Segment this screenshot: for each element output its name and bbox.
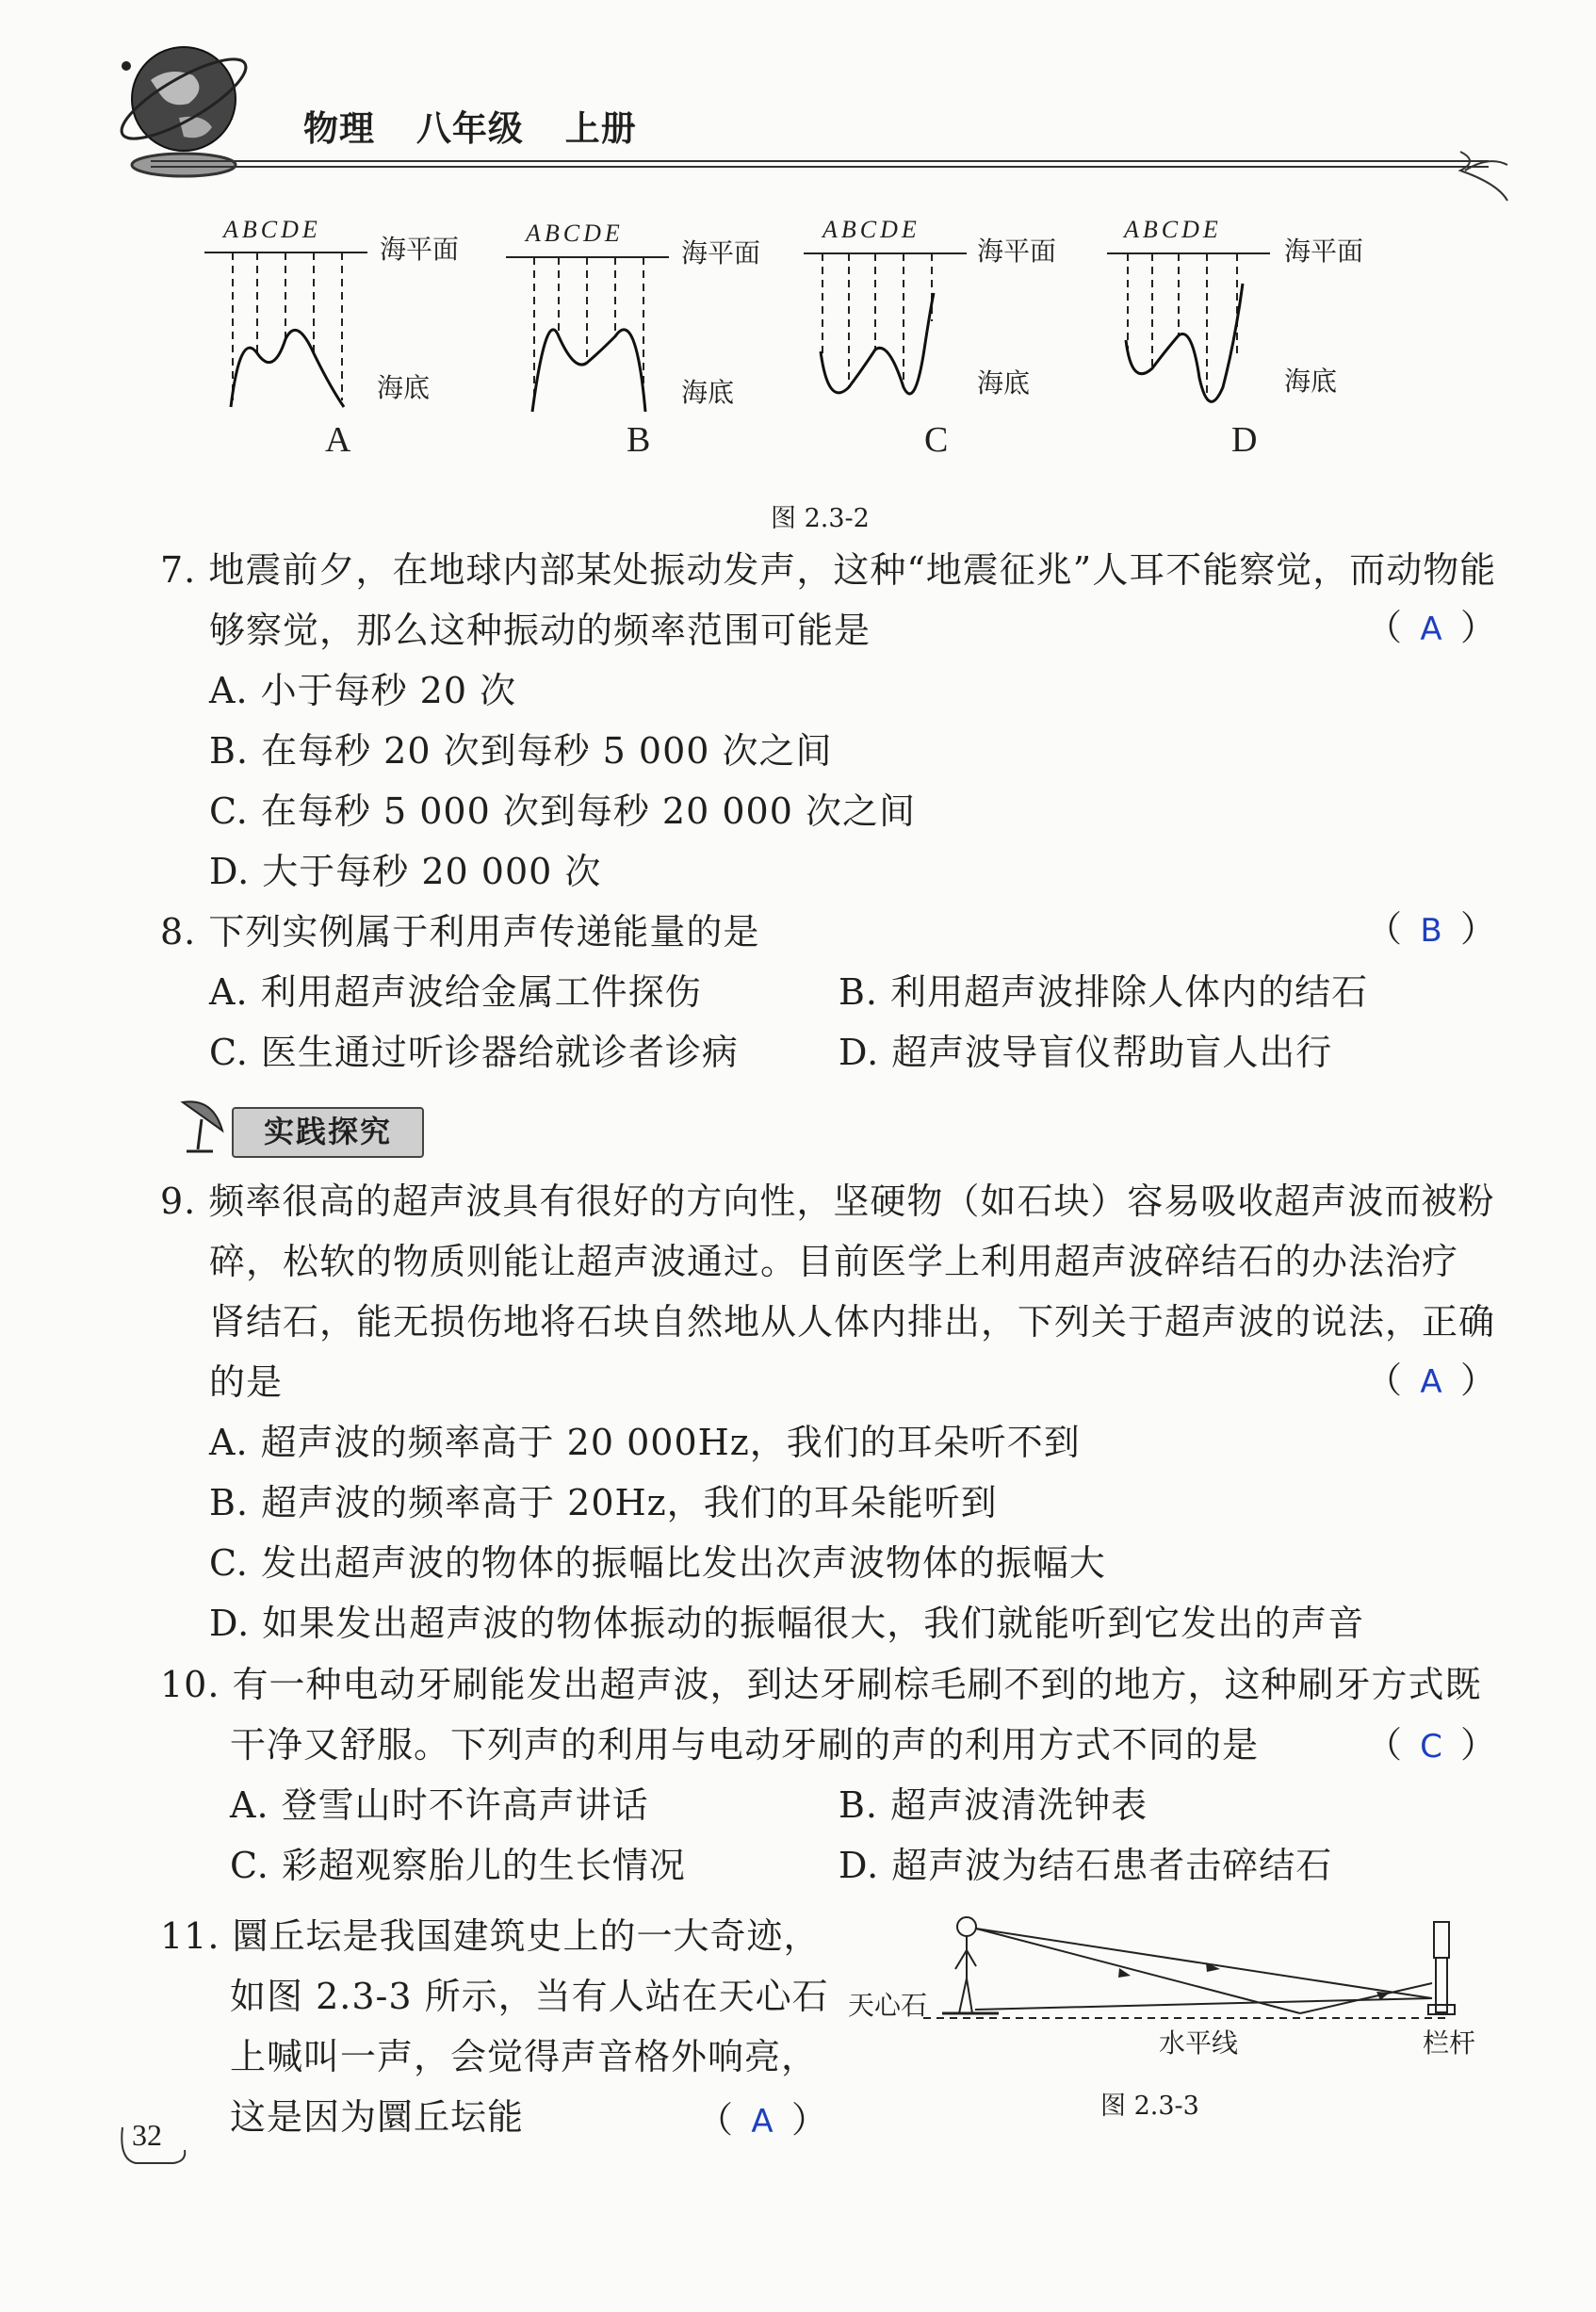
panel-a-profile: [203, 245, 372, 415]
q11-paren-open: （: [697, 2099, 734, 2141]
q7-option-c: C. 在每秒 5 000 次到每秒 20 000 次之间: [209, 790, 916, 832]
header-rule: [151, 146, 1517, 203]
q11-stem-line-3: 上喊叫一声，会觉得声音格外响亮，: [230, 2036, 819, 2077]
section-title-badge: 实践探究: [232, 1107, 424, 1158]
q10-option-c: C. 彩超观察胎儿的生长情况: [230, 1845, 686, 1886]
q10-answer: [1366, 1718, 1496, 1773]
figure-2-3-2: [203, 212, 1390, 466]
q11-answer-letter: A: [751, 2103, 774, 2141]
q7-answer-letter: A: [1420, 611, 1442, 648]
panel-b-sea-floor-label: 海底: [681, 377, 735, 408]
panel-a-top-labels: ABCDE: [223, 216, 321, 243]
q9-answer-letter: A: [1420, 1363, 1442, 1401]
panel-d-sea-level-label: 海平面: [1284, 236, 1364, 267]
panel-d-sea-floor-label: 海底: [1284, 366, 1338, 397]
panel-d-top-labels: ABCDE: [1124, 216, 1222, 243]
header-title: [303, 100, 665, 151]
panel-c-sea-floor-label: 海底: [977, 367, 1031, 399]
q7-option-d: D. 大于每秒 20 000 次: [209, 851, 602, 892]
q8-option-d: D. 超声波导盲仪帮助盲人出行: [839, 1032, 1333, 1073]
railing-label: 栏杆: [1423, 2027, 1476, 2059]
q10-option-b: B. 超声波清洗钟表: [839, 1784, 1148, 1826]
panel-d-option-label: D: [1231, 420, 1258, 460]
figure-2-3-2-caption: 图 2.3-2: [771, 504, 870, 533]
header-grade: 八年级: [415, 107, 524, 149]
q8-option-b: B. 利用超声波排除人体内的结石: [839, 971, 1369, 1013]
header-subject: 物理: [303, 107, 375, 149]
q11-stem-line-1: 11. 圜丘坛是我国建筑史上的一大奇迹，: [160, 1915, 821, 1957]
q11-stem-line-4: 这是因为圜丘坛能: [230, 2096, 525, 2138]
q7-option-a: A. 小于每秒 20 次: [209, 670, 517, 711]
panel-a-sea-floor-label: 海底: [377, 372, 431, 403]
panel-c-top-labels: ABCDE: [822, 216, 920, 243]
q9-paren-close: ）: [1460, 1360, 1497, 1401]
panel-a-sea-level-label: 海平面: [380, 234, 460, 265]
q9-stem-line-1: 9. 频率很高的超声波具有很好的方向性，坚硬物（如石块）容易吸收超声波而被粉: [160, 1180, 1495, 1222]
panel-c-profile: [802, 246, 971, 415]
q8-answer-letter: B: [1420, 912, 1442, 950]
figure-2-3-3: [848, 1908, 1498, 2125]
satellite-dish-icon: [175, 1093, 232, 1159]
q10-option-a: A. 登雪山时不许高声讲话: [230, 1784, 649, 1826]
q10-answer-letter: C: [1420, 1728, 1442, 1766]
panel-b-top-labels: ABCDE: [526, 220, 624, 247]
page-number-bracket: [117, 2122, 192, 2169]
q10-stem-line-1: 10. 有一种电动牙刷能发出超声波，到达牙刷棕毛刷不到的地方，这种刷牙方式既: [160, 1664, 1482, 1705]
panel-b-profile: [504, 250, 674, 419]
q10-stem-line-2: 干净又舒服。下列声的利用与电动牙刷的声的利用方式不同的是: [230, 1724, 1260, 1766]
panel-d-profile: [1105, 246, 1275, 415]
q9-answer: [1366, 1354, 1496, 1408]
q7-stem-line-1: 7. 地震前夕，在地球内部某处振动发声，这种“地震征兆”人耳不能察觉，而动物能: [160, 549, 1497, 591]
figure-2-3-3-caption: 图 2.3-3: [1100, 2092, 1199, 2121]
q9-option-a: A. 超声波的频率高于 20 000Hz，我们的耳朵听不到: [209, 1422, 1081, 1463]
page-number: 32: [132, 2118, 162, 2152]
q9-option-b: B. 超声波的频率高于 20Hz，我们的耳朵能听到: [209, 1482, 998, 1523]
q8-stem: 8. 下列实例属于利用声传递能量的是: [160, 911, 760, 952]
q10-option-d: D. 超声波为结石患者击碎结石: [839, 1845, 1333, 1886]
q9-stem-line-4: 的是: [209, 1361, 284, 1403]
q8-paren-close: ）: [1460, 908, 1497, 950]
q8-answer: [1366, 903, 1496, 957]
panel-c-sea-level-label: 海平面: [977, 236, 1057, 267]
panel-b-sea-level-label: 海平面: [681, 237, 761, 269]
q8-option-a: A. 利用超声波给金属工件探伤: [209, 971, 702, 1013]
q7-option-b: B. 在每秒 20 次到每秒 5 000 次之间: [209, 730, 833, 772]
q9-stem-line-3: 肾结石，能无损伤地将石块自然地从人体内排出，下列关于超声波的说法，正确: [209, 1301, 1496, 1343]
q8-option-c: C. 医生通过听诊器给就诊者诊病: [209, 1032, 739, 1073]
q10-paren-close: ）: [1460, 1724, 1497, 1766]
q9-option-d: D. 如果发出超声波的物体振动的振幅很大，我们就能听到它发出的声音: [209, 1603, 1365, 1644]
q10-paren-open: （: [1366, 1724, 1403, 1766]
q7-paren-open: （: [1366, 607, 1403, 648]
horizon-label: 水平线: [1159, 2027, 1239, 2059]
panel-c-option-label: C: [924, 420, 949, 460]
q9-stem-line-2: 碎，松软的物质则能让超声波通过。目前医学上利用超声波碎结石的办法治疗: [209, 1241, 1459, 1282]
q8-paren-open: （: [1366, 908, 1403, 950]
q9-paren-open: （: [1366, 1360, 1403, 1401]
q11-stem-line-2: 如图 2.3-3 所示，当有人站在天心石: [230, 1976, 829, 2017]
q9-option-c: C. 发出超声波的物体的振幅比发出次声波物体的振幅大: [209, 1542, 1106, 1584]
stone-label: 天心石: [848, 1990, 928, 2021]
q11-paren-close: ）: [791, 2099, 828, 2141]
header-volume: 上册: [564, 107, 637, 149]
panel-b-option-label: B: [627, 420, 651, 460]
q7-paren-close: ）: [1460, 607, 1497, 648]
q7-answer: [1366, 601, 1496, 656]
q11-answer: [697, 2093, 827, 2148]
q7-stem-line-2: 够察觉，那么这种振动的频率范围可能是: [209, 610, 871, 651]
panel-a-option-label: A: [325, 420, 351, 460]
